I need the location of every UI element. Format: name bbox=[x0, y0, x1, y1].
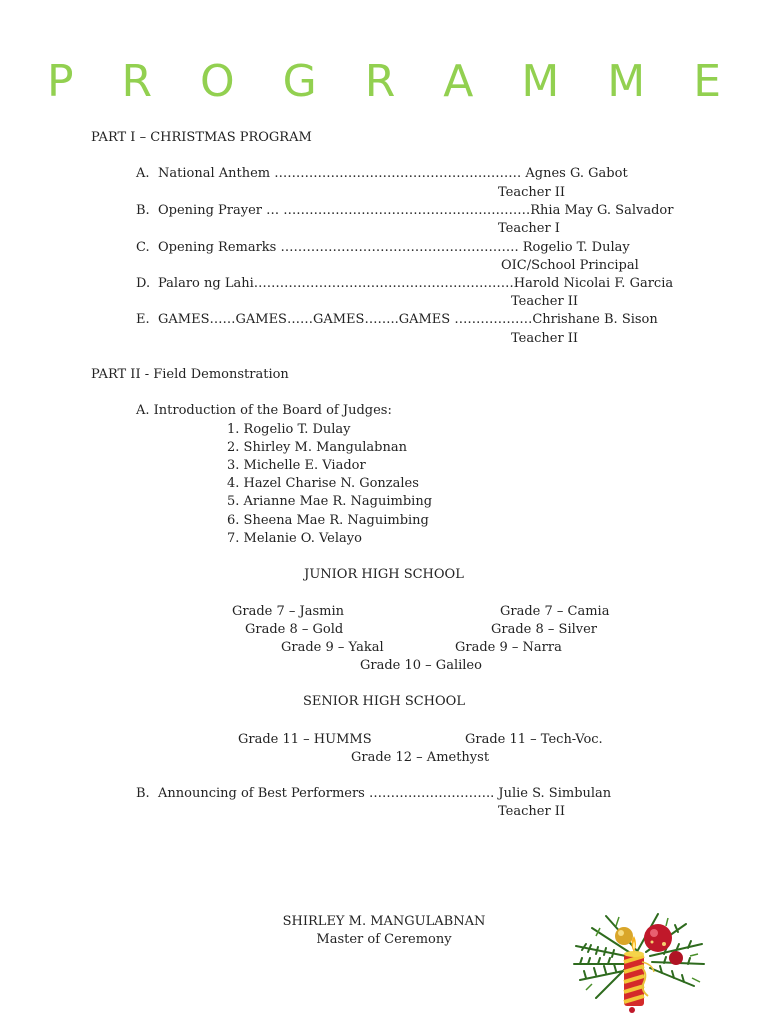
part1-item-a-letter: A. bbox=[136, 166, 150, 181]
shs-grade11-right: Grade 11 – Tech-Voc. bbox=[465, 732, 603, 747]
jhs-grade7-left: Grade 7 – Jasmin bbox=[232, 604, 345, 619]
best-performers-role: Teacher II bbox=[498, 804, 566, 819]
christmas-candle-ornament-icon bbox=[566, 906, 708, 1018]
judge-item: 5. Arianne Mae R. Naguimbing bbox=[227, 494, 433, 509]
part1-heading: PART I – CHRISTMAS PROGRAM bbox=[91, 130, 312, 145]
jhs-heading: JUNIOR HIGH SCHOOL bbox=[304, 567, 464, 582]
judge-item: 1. Rogelio T. Dulay bbox=[227, 422, 351, 437]
part1-item-e-entry: GAMES……GAMES……GAMES……..GAMES ………………Chrishane B. Sison bbox=[158, 312, 658, 327]
jhs-grade8-right: Grade 8 – Silver bbox=[491, 622, 598, 637]
part1-item-d-entry: Palaro ng Lahi……………………………………………………Harold Nicolai F. Garcia bbox=[158, 276, 674, 291]
jhs-grade7-right: Grade 7 – Camia bbox=[500, 604, 610, 619]
part1-item-c-entry: Opening Remarks ………………………………………………. Rogelio T. Dulay bbox=[158, 240, 630, 255]
judge-item: 4. Hazel Charise N. Gonzales bbox=[227, 476, 419, 491]
part1-item-b-entry: Opening Prayer … …………………………………………………Rhia May G. Salvador bbox=[158, 203, 674, 218]
part1-item-b-letter: B. bbox=[136, 203, 150, 218]
part1-item-b-role: Teacher I bbox=[498, 221, 560, 236]
part1-item-e-role: Teacher II bbox=[511, 331, 579, 346]
part1-item-d-letter: D. bbox=[136, 276, 151, 291]
emcee-role: Master of Ceremony bbox=[316, 932, 452, 947]
best-performers-entry: Announcing of Best Performers ……………………….. Julie S. Simbulan bbox=[158, 786, 612, 801]
page-title: P R O G R A M M E bbox=[46, 56, 739, 107]
jhs-grade8-left: Grade 8 – Gold bbox=[245, 622, 344, 637]
judge-item: 3. Michelle E. Viador bbox=[227, 458, 366, 473]
best-performers-letter: B. bbox=[136, 786, 150, 801]
part1-item-a-entry: National Anthem ………………………………………………… Agnes G. Gabot bbox=[158, 166, 628, 181]
part1-item-c-letter: C. bbox=[136, 240, 150, 255]
shs-grade12: Grade 12 – Amethyst bbox=[351, 750, 490, 765]
jhs-grade9-left: Grade 9 – Yakal bbox=[281, 640, 384, 655]
jhs-grade10: Grade 10 – Galileo bbox=[360, 658, 482, 673]
judge-item: 6. Sheena Mae R. Naguimbing bbox=[227, 513, 429, 528]
part2-heading: PART II - Field Demonstration bbox=[91, 367, 289, 382]
judge-item: 2. Shirley M. Mangulabnan bbox=[227, 440, 407, 455]
part1-item-c-role: OIC/School Principal bbox=[501, 258, 639, 273]
emcee-name: SHIRLEY M. MANGULABNAN bbox=[282, 914, 486, 929]
shs-grade11-left: Grade 11 – HUMMS bbox=[238, 732, 372, 747]
part1-item-a-role: Teacher II bbox=[498, 185, 566, 200]
shs-heading: SENIOR HIGH SCHOOL bbox=[303, 694, 465, 709]
jhs-grade9-right: Grade 9 – Narra bbox=[455, 640, 562, 655]
judges-heading: A. Introduction of the Board of Judges: bbox=[136, 403, 392, 418]
part1-item-e-letter: E. bbox=[136, 312, 150, 327]
part1-item-d-role: Teacher II bbox=[511, 294, 579, 309]
judge-item: 7. Melanie O. Velayo bbox=[227, 531, 362, 546]
